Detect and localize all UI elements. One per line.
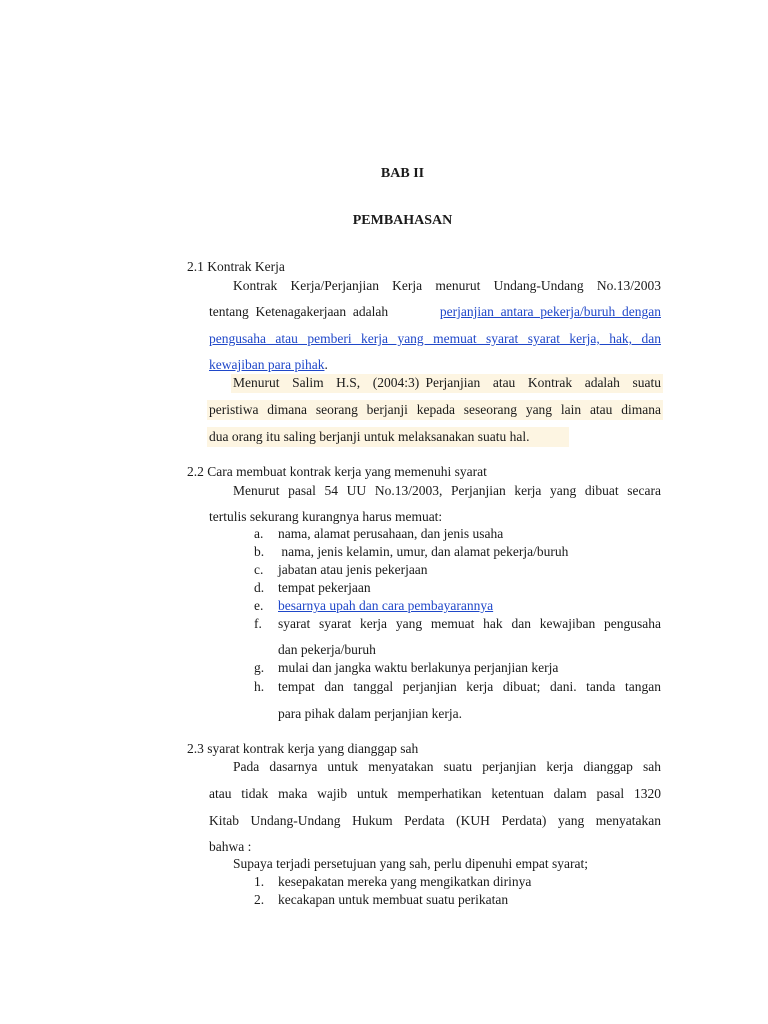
paragraph-line: Pada dasarnya untuk menyatakan suatu perjanjian kerja dianggap sah [233,759,661,774]
list-item: f. syarat syarat kerja yang memuat hak dan kewajiban pengusaha dan pekerja/buruh [254,616,661,657]
document-page: BAB II PEMBAHASAN 2.1 Kontrak Kerja Kontrak Kerja/Perjanjian Kerja menurut Undang-Undang No.13/2003 tentang Ketenagakerjaan adalah perjanjian antara pekerja/buruh dengan pengusaha atau pemberi kerja yang memuat syarat syarat kerja, hak, dan kewajiban para pihak. Menurut Salim H.S, (2004:3) Perjanjian atau Kontrak adalah suatu peristiwa dimana seorang berjanji kepada seseorang yang lain atau dimana dua orang itu saling berjanji untuk melaksanakan suatu hal. 2.2 Cara membuat kontrak kerja yang memenuhi syarat Menurut pasal 54 UU No.13/2003, Perjanjian kerja yang dibuat secara tertulis sekurang kurangnya harus memuat: a. nama, alamat perusahaan, dan jenis usaha b. nama, jenis kelamin, umur, dan alamat pekerja/buruh c. jabatan atau jenis pekerjaan d. tempat pekerjaan e. besarnya upah dan cara pembayarannya f. syarat syarat kerja yang memuat hak dan kewajiban pengusaha dan pekerja/buruh g. mulai dan jangka waktu berlakunya perjanjian kerja h. tempat dan tanggal perjanjian kerja dibuat; dani. tanda tangan para pihak dalam perjanjian kerja. 2.3 syarat kontrak kerja yang dianggap sah Pada dasarnya untuk menyatakan suatu perjanjian kerja dianggap sah atau tidak maka wajib untuk memperhatikan ketentuan dalam pasal 1320 Kitab Undang-Undang Hukum Perdata (KUH Perdata) yang menyatakan bahwa : Supaya terjadi persetujuan yang sah, perlu dipenuhi empat syarat; 1. kesepakatan mereka yang mengikatkan dirinya 2. kecakapan untuk membuat suatu perikatan [0,0,768,1024]
list-item-link[interactable]: besarnya upah dan cara pembayarannya [278,598,494,613]
paragraph-line: dua orang itu saling berjanji untuk melaksanakan suatu hal. [209,429,530,444]
paragraph-line: Supaya terjadi persetujuan yang sah, perlu dipenuhi empat syarat; [233,856,589,871]
paragraph-line: tertulis sekurang kurangnya harus memuat: [209,509,443,524]
paragraph-line: atau tidak maka wajib untuk memperhatikan ketentuan dalam pasal 1320 [209,786,661,801]
definition-link-continued[interactable]: pengusaha atau pemberi kerja yang memuat syarat syarat kerja, hak, dan [209,331,661,346]
paragraph-line [209,331,661,347]
paragraph-line: Menurut pasal 54 UU No.13/2003, Perjanjian kerja yang dibuat secara [233,483,661,498]
paragraph-line: tentang Ketenagakerjaan adalah perjanjian antara pekerja/buruh dengan [209,304,661,319]
paragraph-line: bahwa : [209,839,252,854]
chapter-title: PEMBAHASAN [352,213,453,228]
paragraph-line: Kitab Undang-Undang Hukum Perdata (KUH Perdata) yang menyatakan [209,813,661,828]
section-heading-2-1: 2.1 Kontrak Kerja [187,259,285,274]
paragraph-line: peristiwa dimana seorang berjanji kepada seseorang yang lain atau dimana [209,402,661,417]
definition-link[interactable]: perjanjian antara pekerja/buruh dengan [439,304,661,319]
chapter-heading: BAB II [380,166,425,181]
paragraph-line: Kontrak Kerja/Perjanjian Kerja menurut Undang-Undang No.13/2003 [233,278,661,293]
section-heading-2-3: 2.3 syarat kontrak kerja yang dianggap sah [187,741,419,756]
section-heading-2-2: 2.2 Cara membuat kontrak kerja yang memenuhi syarat [187,464,487,479]
paragraph-line: Menurut Salim H.S, (2004:3) Perjanjian atau Kontrak adalah suatu [233,375,661,390]
definition-link-end[interactable]: kewajiban para pihak [209,357,325,372]
paragraph-line: kewajiban para pihak. [209,357,328,372]
list-item: h. tempat dan tanggal perjanjian kerja dibuat; dani. tanda tangan para pihak dalam perjanjian kerja. [254,679,661,721]
